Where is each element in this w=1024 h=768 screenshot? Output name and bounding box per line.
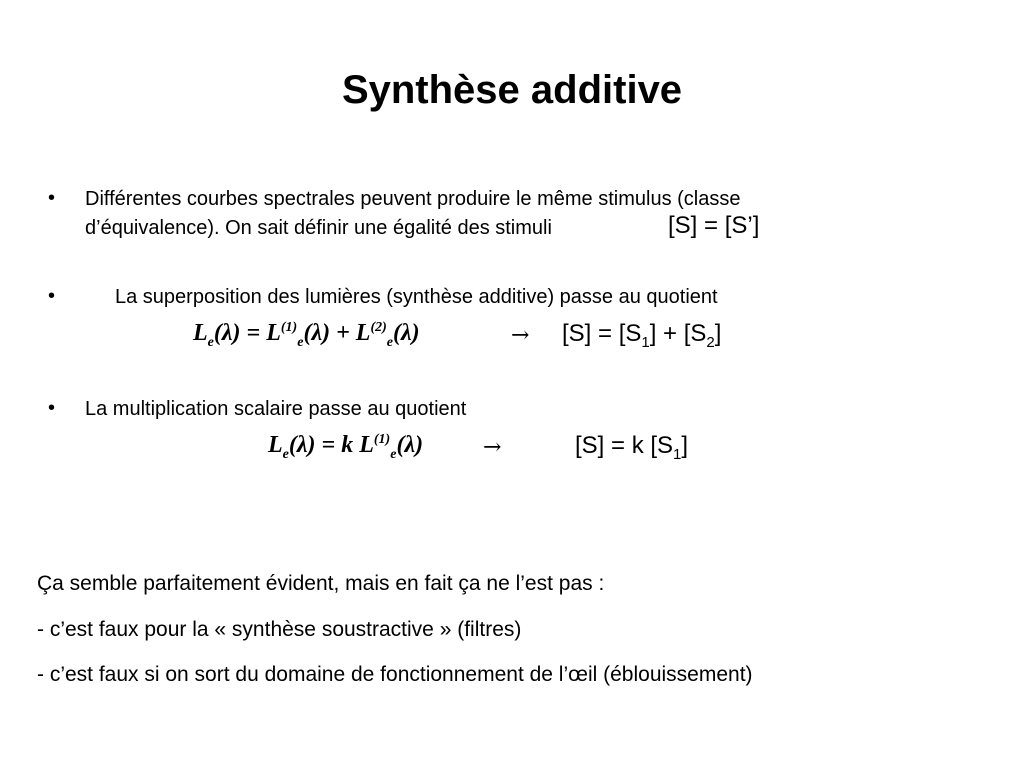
bullet1-relation: [S] = [S’] [668, 212, 760, 239]
lambda-symbol: λ [311, 320, 323, 346]
bullet3-text: La multiplication scalaire passe au quotient [85, 398, 467, 420]
formula-superscript: (2) [370, 320, 387, 335]
bullet-marker: • [48, 285, 56, 307]
arrow-icon: → [511, 323, 530, 348]
formula-equals: ) = k [307, 432, 360, 458]
formula-subscript: e [282, 446, 289, 462]
formula-symbol: L [193, 320, 208, 346]
formula-subscript: e [207, 334, 214, 350]
lambda-symbol: λ [221, 320, 233, 346]
bullet-marker: • [48, 187, 56, 209]
formula-equals: ) = [232, 320, 267, 346]
lambda-symbol: λ [401, 320, 412, 346]
relation-subscript: 1 [673, 445, 682, 463]
bullet1-line2: d’équivalence). On sait définir une égalité des stimuli [85, 217, 552, 239]
relation-part: ] + [S [649, 320, 707, 347]
bullet1-line1: Différentes courbes spectrales peuvent produire le même stimulus (classe [85, 188, 741, 210]
formula-symbol: L [355, 320, 371, 346]
formula-plus: + [330, 320, 356, 346]
bullet3-relation [575, 432, 688, 463]
formula-symbol: L [359, 432, 374, 458]
footer-line-2: - c’est faux pour la « synthèse soustractive » (filtres) [37, 618, 522, 641]
formula-subscript: e [390, 446, 397, 462]
formula-subscript: e [386, 334, 393, 350]
bullet-marker: • [48, 397, 56, 419]
arrow-icon: → [483, 435, 502, 460]
footer-line-1: Ça semble parfaitement évident, mais en fait ça ne l’est pas : [37, 572, 605, 595]
bullet3-formula: $L_e(\lambda) = k$ $L^{(1)}_e(\lambda)$ [268, 432, 424, 462]
formula-superscript: (1) [280, 320, 298, 335]
slide-title: Synthèse additive [341, 68, 683, 112]
lambda-symbol: λ [296, 432, 308, 458]
formula-symbol: L [268, 432, 283, 458]
relation-subscript: 2 [706, 333, 715, 351]
relation-part: [S] = [S [562, 320, 642, 347]
bullet2-formula: $L_e(\lambda) = L^{(1)}_e(\lambda) + L^{(2)}_e(\lambda)$ [193, 320, 420, 350]
formula-superscript: (1) [373, 432, 391, 447]
formula-symbol: L [266, 320, 281, 346]
lambda-symbol: λ [404, 432, 416, 458]
relation-part: ] [681, 432, 689, 459]
relation-part: ] [714, 320, 722, 347]
bullet2-relation [562, 320, 721, 351]
relation-subscript: 1 [641, 333, 650, 351]
formula-subscript: e [297, 334, 304, 350]
footer-line-3: - c’est faux si on sort du domaine de fonctionnement de l’œil (éblouissement) [37, 663, 753, 686]
relation-part: [S] = k [S [575, 432, 674, 459]
bullet2-text: La superposition des lumières (synthèse additive) passe au quotient [115, 286, 718, 308]
